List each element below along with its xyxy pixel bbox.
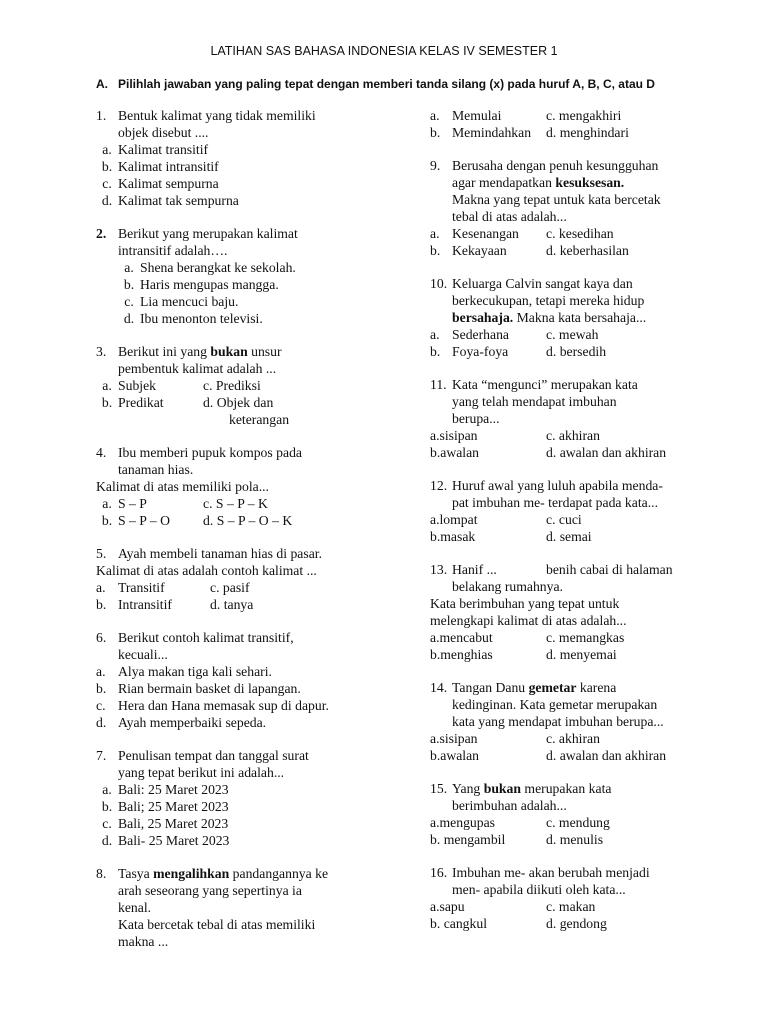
option-d[interactable]: d. tanya xyxy=(210,597,254,612)
option-a[interactable]: a.sisipan xyxy=(430,428,478,443)
question-number: 3. xyxy=(96,344,107,359)
question-text: Hanif ... xyxy=(452,562,497,577)
left-column xyxy=(96,107,416,966)
option-b[interactable]: b. Bali; 25 Maret 2023 xyxy=(101,799,229,814)
option-a[interactable]: a. Shena berangkat ke sekolah. xyxy=(124,260,296,275)
question-text: Huruf awal yang luluh apabila menda- xyxy=(452,478,663,493)
option-c[interactable]: c. akhiran xyxy=(546,731,600,746)
question-text: Berikut contoh kalimat transitif, xyxy=(118,630,294,645)
question-text: Keluarga Calvin sangat kaya dan xyxy=(452,276,633,291)
question-number: 7. xyxy=(96,748,107,763)
question-text: men- apabila diikuti oleh kata... xyxy=(452,882,626,897)
option-a[interactable]: Memulai xyxy=(452,108,502,123)
question-text: Makna yang tepat untuk kata bercetak xyxy=(452,192,661,207)
question-text: objek disebut .... xyxy=(118,125,209,140)
option-a[interactable]: a. Bali: 25 Maret 2023 xyxy=(102,782,229,797)
question-text: tebal di atas adalah... xyxy=(452,209,567,224)
option-text: Ayah memperbaiki sepeda. xyxy=(118,715,267,730)
option-text: Bali: 25 Maret 2023 xyxy=(118,782,229,797)
option-a[interactable]: a.sisipan xyxy=(430,731,478,746)
option-d[interactable]: d. Bali- 25 Maret 2023 xyxy=(101,833,230,848)
question-text: Yang xyxy=(452,781,484,796)
question-text: kenal. xyxy=(118,900,152,915)
option-c[interactable]: c. makan xyxy=(546,899,596,914)
question-number: 5. xyxy=(96,546,107,561)
option-c[interactable]: c. akhiran xyxy=(546,428,600,443)
option-text: Haris mengupas mangga. xyxy=(140,277,279,292)
page-title: LATIHAN SAS BAHASA INDONESIA KELAS IV SEMESTER 1 xyxy=(210,44,558,58)
option-b[interactable]: b.awalan xyxy=(430,748,480,763)
option-b[interactable]: Kekayaan xyxy=(452,243,507,258)
option-text: Kalimat intransitif xyxy=(118,159,219,174)
option-a[interactable]: Transitif xyxy=(118,580,165,595)
question-16 xyxy=(430,864,720,932)
option-d[interactable]: d. menyemai xyxy=(546,647,617,662)
right-column xyxy=(430,107,720,948)
question-text: arah seseorang yang sepertinya ia xyxy=(118,883,302,898)
question-text-bold: bersahaja. xyxy=(452,310,514,325)
question-text: kecuali... xyxy=(118,647,168,662)
question-text: Imbuhan me- akan berubah menjadi xyxy=(452,865,650,880)
option-c[interactable]: c. cuci xyxy=(546,512,582,527)
instruction-letter: A. xyxy=(96,77,108,91)
instruction-text: Pilihlah jawaban yang paling tepat dengan memberi tanda silang (x) pada huruf A, B, C, atau D xyxy=(118,77,655,91)
question-number: 2. xyxy=(96,226,107,241)
option-b[interactable]: Memindahkan xyxy=(452,125,532,140)
question-text-bold: mengalihkan xyxy=(153,866,230,881)
question-12 xyxy=(430,477,720,545)
question-5: 5. Ayah membeli tanaman hias di pasar. Kalimat di atas adalah contoh kalimat ... a. Transitif c. pasif b. Intransitif d. tanya xyxy=(96,545,416,613)
question-text: Kata berimbuhan yang tepat untuk xyxy=(430,596,620,611)
option-text: Kalimat sempurna xyxy=(118,176,219,191)
question-text: Ibu memberi pupuk kompos pada xyxy=(118,445,302,460)
question-text-bold: kesuksesan. xyxy=(555,175,625,190)
option-text: Lia mencuci baju. xyxy=(140,294,239,309)
question-8 xyxy=(96,865,416,950)
option-b[interactable]: b. Kalimat intransitif xyxy=(101,159,219,174)
option-text: Bali, 25 Maret 2023 xyxy=(118,816,229,831)
option-a[interactable]: Sederhana xyxy=(452,327,510,342)
question-number: 4. xyxy=(96,445,107,460)
question-text: karena xyxy=(576,680,617,695)
option-b[interactable]: S – P – O xyxy=(118,513,170,528)
question-text: merupakan kata xyxy=(521,781,612,796)
option-c[interactable]: c. Hera dan Hana memasak sup di dapur. xyxy=(96,698,329,713)
question-text: Kalimat di atas adalah contoh kalimat ... xyxy=(96,563,317,578)
option-text: Alya makan tiga kali sehari. xyxy=(118,664,272,679)
option-a[interactable]: S – P xyxy=(118,496,147,511)
question-10: 10. Keluarga Calvin sangat kaya dan berkecukupan, tetapi mereka hidup bersahaja. Makna kata bersahaja... a. Sederhana c. mewah b. Foya-foya d. bersedih xyxy=(430,275,720,360)
option-b[interactable]: b.menghias xyxy=(430,647,493,662)
option-text: Bali; 25 Maret 2023 xyxy=(118,799,229,814)
option-d[interactable]: d. awalan dan akhiran xyxy=(546,748,667,763)
question-text: Tasya xyxy=(118,866,154,881)
question-text: tanaman hias. xyxy=(118,462,194,477)
question-text: makna ... xyxy=(118,934,169,949)
question-number: 14. xyxy=(430,680,448,695)
option-b[interactable]: b. mengambil xyxy=(430,832,506,847)
question-text: Berikut ini yang xyxy=(118,344,211,359)
question-14 xyxy=(430,679,720,764)
question-text: Berikut yang merupakan kalimat xyxy=(118,226,298,241)
option-c[interactable]: c. mendung xyxy=(546,815,610,830)
option-c[interactable]: c. Prediksi xyxy=(203,378,261,393)
option-d[interactable]: d. semai xyxy=(546,529,592,544)
question-text: pembentuk kalimat adalah ... xyxy=(118,361,277,376)
option-c[interactable]: c. Bali, 25 Maret 2023 xyxy=(102,816,229,831)
question-text: agar mendapatkan xyxy=(452,175,556,190)
option-d[interactable]: d. S – P – O – K xyxy=(203,513,293,528)
option-b[interactable]: b. cangkul xyxy=(430,916,488,931)
option-a[interactable]: Subjek xyxy=(118,378,157,393)
question-text: Ayah membeli tanaman hias di pasar. xyxy=(118,546,322,561)
question-text-bold: gemetar xyxy=(528,680,577,695)
question-6 xyxy=(96,629,416,731)
option-text: Shena berangkat ke sekolah. xyxy=(140,260,296,275)
question-9: 9. Berusaha dengan penuh kesungguhan agar mendapatkan kesuksesan. Makna yang tepat untuk kata bercetak tebal di atas adalah... a. Kesenangan c. kesedihan b. Kekayaan d. keberhasilan xyxy=(430,157,720,259)
question-text: pandangannya ke xyxy=(229,866,329,881)
question-7 xyxy=(96,747,416,849)
instruction xyxy=(96,76,655,92)
question-8-options: a. Memulai c. mengakhiri b. Memindahkan d. menghindari xyxy=(430,108,629,140)
option-b[interactable]: Predikat xyxy=(118,395,164,410)
option-d[interactable]: d. Ibu menonton televisi. xyxy=(123,311,263,326)
option-text: Ibu menonton televisi. xyxy=(140,311,263,326)
option-a[interactable]: a.sapu xyxy=(430,899,465,914)
option-d[interactable]: d. gendong xyxy=(546,916,607,931)
question-13 xyxy=(430,561,720,663)
option-d-continued: keterangan xyxy=(229,412,290,427)
option-b[interactable]: Foya-foya xyxy=(452,344,509,359)
option-c[interactable]: c. pasif xyxy=(210,580,250,595)
option-c[interactable]: c. Lia mencuci baju. xyxy=(124,294,239,309)
question-text: kedinginan. Kata gemetar merupakan xyxy=(452,697,658,712)
question-4: 4. Ibu memberi pupuk kompos pada tanaman hias. Kalimat di atas memiliki pola... a. S – P c. S – P – K b. S – P – O d. S – P – O – K xyxy=(96,444,416,529)
question-2 xyxy=(96,225,416,327)
option-text: Bali- 25 Maret 2023 xyxy=(118,833,230,848)
question-text-bold: bukan xyxy=(210,344,248,359)
option-d[interactable]: d. menghindari xyxy=(546,125,629,140)
option-d[interactable]: d. Kalimat tak sempurna xyxy=(101,193,239,208)
question-text: berupa... xyxy=(452,411,500,426)
option-text: Hera dan Hana memasak sup di dapur. xyxy=(118,698,329,713)
question-text: benih cabai di halaman xyxy=(546,562,673,577)
option-d[interactable]: d. awalan dan akhiran xyxy=(546,445,667,460)
question-text: intransitif adalah…. xyxy=(118,243,228,258)
option-d[interactable]: d. Objek dan xyxy=(203,395,274,410)
question-text: unsur xyxy=(247,344,282,359)
option-d[interactable]: d. Ayah memperbaiki sepeda. xyxy=(96,715,267,730)
question-number: 11. xyxy=(430,377,447,392)
question-number: 1. xyxy=(96,108,107,123)
question-text: Penulisan tempat dan tanggal surat xyxy=(118,748,309,763)
option-b[interactable]: b. Rian bermain basket di lapangan. xyxy=(96,681,301,696)
question-text: Berusaha dengan penuh kesungguhan xyxy=(452,158,659,173)
question-number: 13. xyxy=(430,562,448,577)
question-number: 8. xyxy=(96,866,107,881)
question-text: Kata “mengunci” merupakan kata xyxy=(452,377,638,392)
question-1 xyxy=(96,107,416,209)
option-c[interactable]: c. kesedihan xyxy=(546,226,614,241)
option-c[interactable]: c. S – P – K xyxy=(203,496,268,511)
question-11 xyxy=(430,376,720,461)
option-c[interactable]: c. Kalimat sempurna xyxy=(102,176,219,191)
question-text: Bentuk kalimat yang tidak memiliki xyxy=(118,108,316,123)
question-text: Makna kata bersahaja... xyxy=(513,310,647,325)
question-text: yang tepat berikut ini adalah... xyxy=(118,765,285,780)
option-a[interactable]: a. Kalimat transitif xyxy=(102,142,209,157)
option-a[interactable]: a. Alya makan tiga kali sehari. xyxy=(96,664,272,679)
option-a[interactable]: a.mengupas xyxy=(430,815,495,830)
option-d[interactable]: d. bersedih xyxy=(546,344,607,359)
question-15 xyxy=(430,780,720,848)
question-number: 12. xyxy=(430,478,448,493)
option-text: Kalimat transitif xyxy=(118,142,209,157)
question-number: 9. xyxy=(430,158,441,173)
question-text: berkecukupan, tetapi mereka hidup xyxy=(452,293,645,308)
question-number: 16. xyxy=(430,865,448,880)
question-text: kata yang mendapat imbuhan berupa... xyxy=(452,714,664,729)
question-number: 10. xyxy=(430,276,448,291)
question-text: pat imbuhan me- terdapat pada kata... xyxy=(452,495,658,510)
question-text: belakang rumahnya. xyxy=(452,579,563,594)
option-c[interactable]: c. mengakhiri xyxy=(546,108,622,123)
option-a[interactable]: a.mencabut xyxy=(430,630,493,645)
option-d[interactable]: d. keberhasilan xyxy=(546,243,629,258)
option-b[interactable]: b.masak xyxy=(430,529,476,544)
option-text: Kalimat tak sempurna xyxy=(118,193,239,208)
option-text: Rian bermain basket di lapangan. xyxy=(118,681,301,696)
question-3: 3. Berikut ini yang bukan unsur pembentuk kalimat adalah ... a. Subjek c. Prediksi b. Predikat d. Objek dan keterangan xyxy=(96,343,416,428)
question-number: 6. xyxy=(96,630,107,645)
option-a[interactable]: Kesenangan xyxy=(452,226,519,241)
question-text: Kata bercetak tebal di atas memiliki xyxy=(118,917,316,932)
option-b[interactable]: b. Haris mengupas mangga. xyxy=(123,277,279,292)
option-b[interactable]: b.awalan xyxy=(430,445,480,460)
option-c[interactable]: c. memangkas xyxy=(546,630,625,645)
question-text: Kalimat di atas memiliki pola... xyxy=(96,479,269,494)
question-number: 15. xyxy=(430,781,448,796)
option-b[interactable]: Intransitif xyxy=(118,597,172,612)
question-text: berimbuhan adalah... xyxy=(452,798,567,813)
option-c[interactable]: c. mewah xyxy=(546,327,599,342)
option-a[interactable]: a.lompat xyxy=(430,512,478,527)
question-text-bold: bukan xyxy=(483,781,521,796)
question-text: yang telah mendapat imbuhan xyxy=(452,394,617,409)
question-text: Tangan Danu xyxy=(452,680,529,695)
question-text: melengkapi kalimat di atas adalah... xyxy=(430,613,627,628)
option-d[interactable]: d. menulis xyxy=(546,832,604,847)
